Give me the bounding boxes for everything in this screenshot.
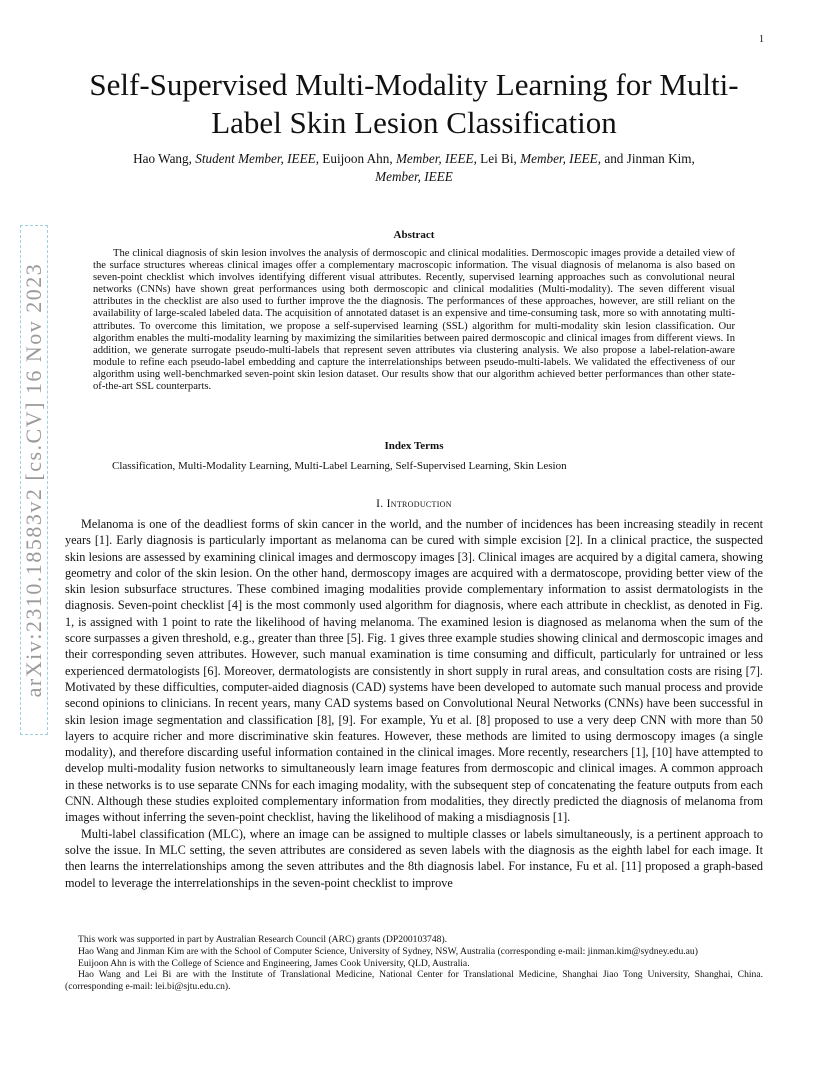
paper-title: Self-Supervised Multi-Modality Learning for Multi-Label Skin Lesion Classification [89, 67, 739, 140]
footnote-affiliation-sydney: Hao Wang and Jinman Kim are with the School of Computer Science, University of Sydney, NSW, Australia (corresponding e-mail: jinman.kim@sydney.edu.au) [78, 945, 698, 957]
footnote-funding: This work was supported in part by Australian Research Council (ARC) grants (DP200103748). [78, 934, 448, 945]
abstract-text: The clinical diagnosis of skin lesion involves the analysis of dermoscopic and clinical modalities. Dermoscopic images provide a detailed view of the surface structures whereas clinical images offer a complementary macroscopic information. The visual diagnosis of melanoma is also based on seven-point checklist which involves identifying different visual attributes. Recently, supervised learning approaches such as convolutional neural networks (CNNs) have shown great performances using both dermoscopic and clinical modalities (Multi-modality). The seven different visual attributes in the checklist are also used to further improve the the diagnosis. The performances of these approaches, however, are still reliant on the availability of large-scaled labeled data. The acquisition of annotated dataset is an expensive and time-consuming task, more so with annotating multi-attributes. To overcome this limitation, we propose a self-supervised learning (SSL) algorithm for multi-modality skin lesion classification. Our algorithm enables the multi-modality learning by maximizing the similarities between paired dermoscopic and clinical images from different views. In addition, we generate surrogate pseudo-multi-labels that represent seven attributes via clustering analysis. We also propose a label-relation-aware module to refine each pseudo-label embedding and capture the interrelationships between pseudo-multi-labels. We validated the effectiveness of our algorithm using well-benchmarked seven-point skin lesion dataset. Our results show that our algorithm achieved better performances than other state-of-the-art SSL counterparts. [93, 248, 735, 393]
section-heading-text: I. Introduction [376, 498, 452, 510]
footnote-affiliation-sjtu: Hao Wang and Lei Bi are with the Institute of Translational Medicine, National Center for Translational Medicine, Shanghai Jiao Tong University, Shanghai, China. (corresponding e-mail: lei.bi@sjtu.edu.cn). [65, 969, 763, 993]
index-terms-heading: Index Terms [384, 440, 444, 452]
introduction-body [65, 516, 763, 891]
author-1-role: Student Member, IEEE [195, 151, 316, 166]
author-2: , Euijoon Ahn, [315, 151, 396, 166]
intro-paragraph-2: Multi-label classification (MLC), where an image can be assigned to multiple classes or labels simultaneously, is a pertinent approach to solve the issue. In MLC setting, the seven attributes are considered as seven labels with the diagnosis as the eighth label for each image. It then learns the interrelationships among the seven attributes and the 8th diagnosis label. For instance, Fu et al. [11] proposed a graph-based model to leverage the interrelationships in the seven-point checklist to improve [65, 826, 763, 890]
author-4: , and Jinman Kim, [597, 151, 695, 166]
abstract-heading: Abstract [393, 229, 435, 241]
author-3-role: Member, IEEE [520, 151, 598, 166]
page-number: 1 [759, 34, 764, 45]
author-2-role: Member, IEEE [395, 151, 474, 166]
author-1: Hao Wang, [133, 151, 196, 166]
section-heading [60, 498, 768, 510]
author-list [60, 150, 768, 186]
index-terms-text: Classification, Multi-Modality Learning, Multi-Label Learning, Self-Supervised Learning, Skin Lesion [112, 460, 567, 472]
arxiv-stamp[interactable]: arXiv:2310.18583v2 [cs.CV] 16 Nov 2023 [20, 225, 48, 735]
author-3: , Lei Bi, [473, 151, 521, 166]
author-4-role: Member, IEEE [375, 169, 453, 184]
footnote-affiliation-jcu: Euijoon Ahn is with the College of Science and Engineering, James Cook University, QLD, Australia. [78, 957, 470, 969]
intro-paragraph-1: Melanoma is one of the deadliest forms of skin cancer in the world, and the number of incidences has been increasing steadily in recent years [1]. Early diagnosis is particularly important as melanoma can be cured with simple excision [2]. In a clinical practice, the suspected skin lesions are assessed by examining clinical images and dermoscopy images [3]. Clinical images are acquired by a digital camera, showing geometry and color of the skin lesion. On the other hand, dermoscopy images are acquired with a dermatoscope, providing better view of the skin lesion subsurface structures. These combined imaging modalities provide complementary information to assist dermatologists in the diagnosis. Seven-point checklist [4] is the most commonly used algorithm for diagnosis, where each attribute in checklist, as denoted in Fig. 1, is assigned with 1 point to rate the likelihood of having melanoma. The examined lesion is diagnosed as melanoma when the sum of the score surpasses a given threshold, e.g., greater than three [5]. Fig. 1 gives three example studies showing clinical and dermoscopic images and their corresponding seven attributes. However, such manual examination is time consuming and difficult, particularly for untrained or less experienced dermatologists [6]. Moreover, dermatologists are consistently in short supply in rural areas, and consultation costs are rising [7]. Motivated by these difficulties, computer-aided diagnosis (CAD) systems have been developed to automate such manual process and provide second opinions to clinicians. In recent years, many CAD systems based on Convolutional Neural Networks (CNNs) have been successful in skin lesion image segmentation and classification [8], [9]. For example, Yu et al. [8] proposed to use a very deep CNN with more than 50 layers to acquire richer and more discriminative skin features. However, these methods are limited to using dermoscopy images (a single modality), and therefore discarding useful information contained in the clinical images. More recently, researchers [1], [10] have attempted to develop multi-modality fusion networks to simultaneously learn image features from dermoscopic and clinical images. A common approach in these networks is to use separate CNNs for each imaging modality, with the subsequent step of concatenating the feature outputs from each CNN. Although these studies exploited complementary information from modalities, they directly predicted the diagnosis of melanoma from images without inferring the seven-point checklist, having the likelihood of making a misdiagnosis [1]. [65, 517, 763, 825]
footnotes [65, 934, 763, 993]
